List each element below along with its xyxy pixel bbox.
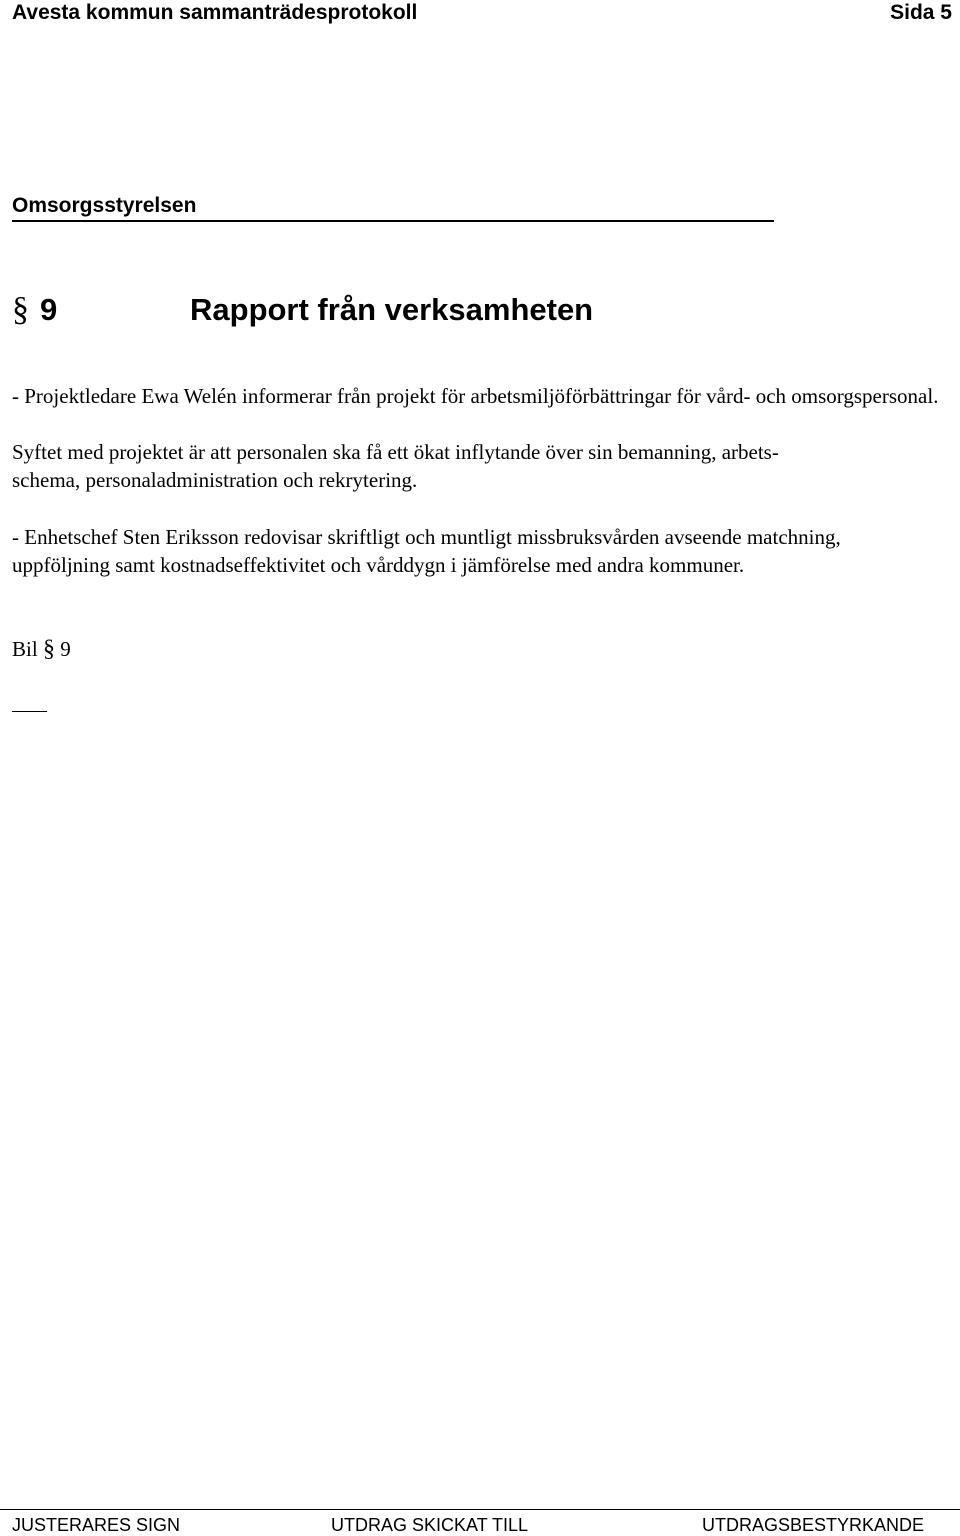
attachment-symbol: § [42, 636, 55, 662]
board-name: Omsorgsstyrelsen [12, 194, 197, 217]
short-divider [12, 711, 47, 712]
paragraph-project-info: - Projektledare Ewa Welén informerar från projekt för arbetsmiljöförbättringar för vård- och omsorgspersonal. [12, 384, 939, 408]
attachment-label: Bil [12, 637, 38, 661]
attachment-number: 9 [60, 637, 71, 661]
footer-sent-to-label: UTDRAG SKICKAT TILL [331, 1515, 529, 1535]
document-header-title: Avesta kommun sammanträdesprotokoll [12, 1, 418, 24]
section-symbol: § [12, 291, 29, 328]
paragraph-line: schema, personaladministration och rekrytering. [12, 468, 418, 492]
footer-divider [0, 1509, 960, 1510]
section-number: 9 [40, 292, 58, 327]
board-underline [12, 220, 774, 222]
paragraph-line: Syftet med projektet är att personalen ska få ett ökat inflytande över sin bemanning, arbets- [12, 440, 779, 464]
paragraph-project-purpose [12, 438, 942, 494]
paragraph-substance-care-report: - Enhetschef Sten Eriksson redovisar skriftligt och muntligt missbruksvården avseende matchning, uppföljning samt kostnadseffektivitet och vårddygn i jämförelse med andra kommuner. [12, 525, 841, 577]
section-title: Rapport från verksamheten [190, 292, 594, 327]
footer-certification-label: UTDRAGSBESTYRKANDE [702, 1515, 925, 1535]
page-number: Sida 5 [890, 1, 952, 24]
footer-sign-label: JUSTERARES SIGN [12, 1515, 181, 1535]
attachment-reference [12, 635, 71, 663]
